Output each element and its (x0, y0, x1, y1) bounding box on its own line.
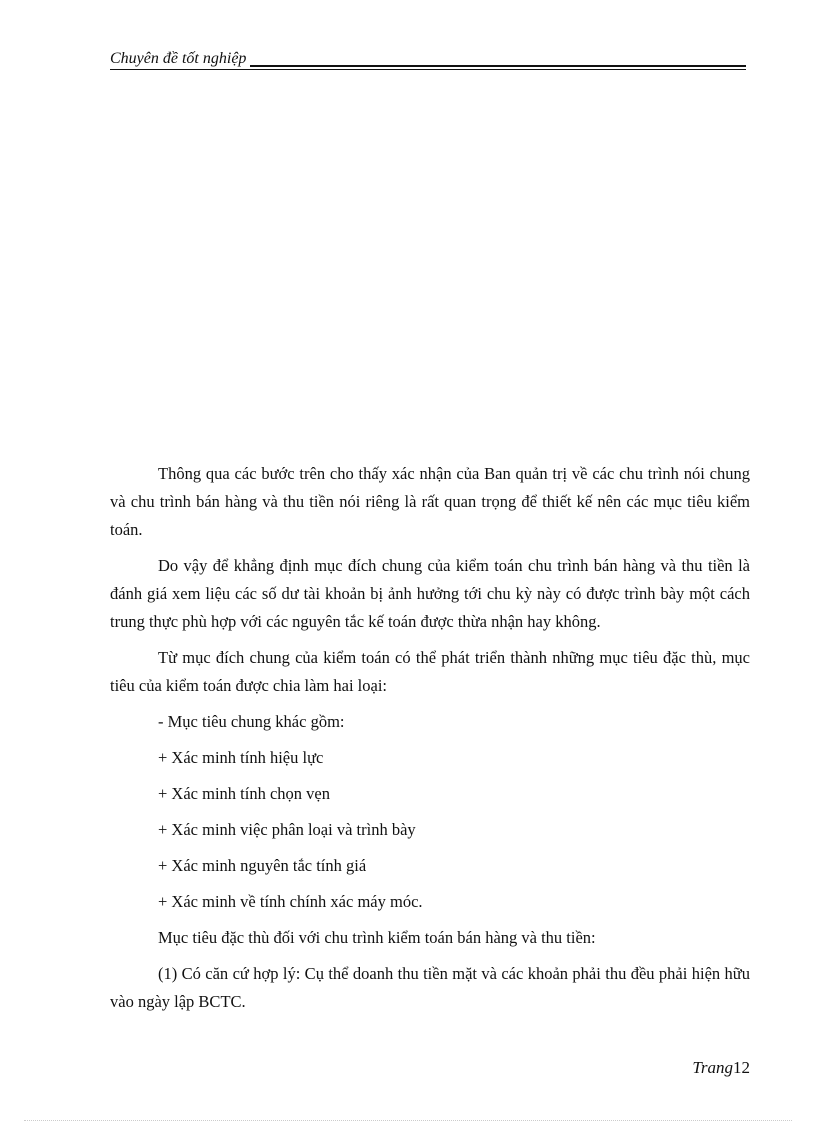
specific-item: (1) Có căn cứ hợp lý: Cụ thể doanh thu tiền mặt và các khoản phải thu đều phải hiện hữu vào ngày lập BCTC. (110, 964, 750, 1011)
paragraph: Do vậy để khẳng định mục đích chung của kiểm toán chu trình bán hàng và thu tiền là đánh giá xem liệu các số dư tài khoản bị ảnh hưởng tới chu kỳ này có được trình bày một cách trung thực phù hợp với các nguyên tắc kế toán được thừa nhận hay không. (110, 556, 750, 631)
list-heading: - Mục tiêu chung khác gồm: (158, 712, 345, 731)
page-bottom-border (24, 1120, 792, 1121)
list-item: + Xác minh về tính chính xác máy móc. (158, 892, 423, 911)
header-title: Chuyên đề tốt nghiệp (110, 50, 250, 68)
page-label: Trang (692, 1058, 733, 1077)
list-item: + Xác minh nguyên tắc tính giá (158, 856, 367, 875)
page-header (110, 50, 746, 70)
list-item: + Xác minh tính chọn vẹn (158, 784, 330, 803)
list-item: + Xác minh việc phân loại và trình bày (158, 820, 416, 839)
body-text (110, 460, 750, 1024)
page-number: 12 (733, 1058, 750, 1077)
paragraph: Thông qua các bước trên cho thấy xác nhận của Ban quản trị về các chu trình nói chung và chu trình bán hàng và thu tiền nói riêng là rất quan trọng để thiết kế nên các mục tiêu kiểm toán. (110, 464, 750, 539)
page-footer (692, 1058, 750, 1078)
specific-heading: Mục tiêu đặc thù đối với chu trình kiểm toán bán hàng và thu tiền: (158, 928, 596, 947)
list-item: + Xác minh tính hiệu lực (158, 748, 324, 767)
paragraph: Từ mục đích chung của kiểm toán có thể phát triển thành những mục tiêu đặc thù, mục tiêu của kiểm toán được chia làm hai loại: (110, 648, 750, 695)
header-rule-thin (110, 69, 746, 70)
